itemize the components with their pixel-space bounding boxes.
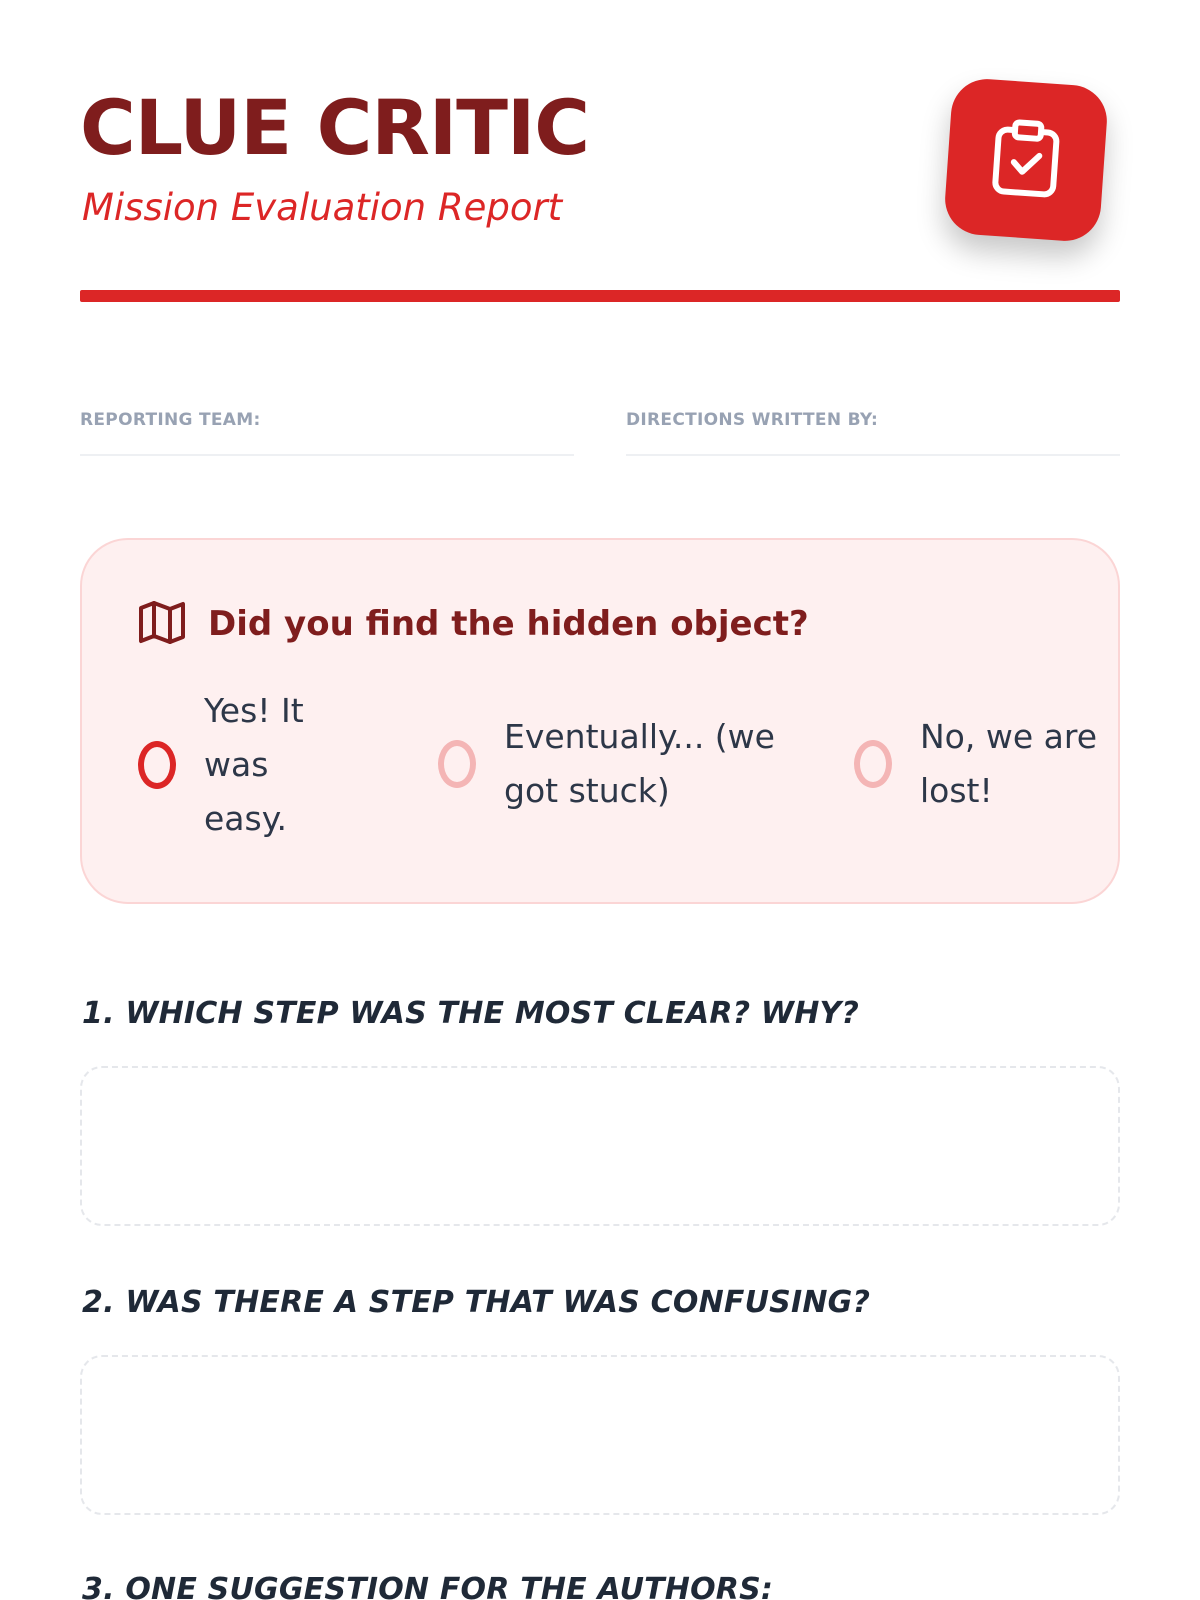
radio-lost[interactable]: [854, 740, 892, 788]
map-icon: [138, 600, 186, 648]
page-subtitle: Mission Evaluation Report: [82, 186, 563, 229]
header-divider: [80, 290, 1120, 302]
reporting-team-label: REPORTING TEAM:: [80, 410, 261, 430]
option-eventually[interactable]: [438, 710, 818, 818]
answer-box-1[interactable]: [80, 1066, 1120, 1226]
found-object-question: Did you find the hidden object?: [208, 604, 809, 644]
radio-yes[interactable]: [138, 741, 176, 789]
found-object-header: [138, 600, 809, 648]
question-3: 3. ONE SUGGESTION FOR THE AUTHORS:: [82, 1572, 774, 1600]
found-object-card: [80, 538, 1120, 904]
clipboard-badge: [943, 77, 1110, 244]
directions-author-label: DIRECTIONS WRITTEN BY:: [626, 410, 879, 430]
reporting-team-field[interactable]: [80, 410, 574, 456]
question-1: 1. WHICH STEP WAS THE MOST CLEAR? WHY?: [82, 996, 860, 1031]
question-2: 2. WAS THERE A STEP THAT WAS CONFUSING?: [82, 1285, 871, 1320]
page-title: CLUE CRITIC: [80, 83, 590, 172]
option-eventually-label: Eventually... (we got stuck): [504, 717, 775, 810]
directions-author-field[interactable]: [626, 410, 1120, 456]
option-lost[interactable]: [854, 710, 1114, 818]
radio-eventually[interactable]: [438, 740, 476, 788]
option-lost-label: No, we are lost!: [920, 717, 1098, 810]
clipboard-check-icon: [989, 117, 1063, 204]
option-yes-label: Yes! It was easy.: [204, 691, 304, 838]
answer-box-2[interactable]: [80, 1355, 1120, 1515]
option-yes[interactable]: [138, 684, 398, 846]
